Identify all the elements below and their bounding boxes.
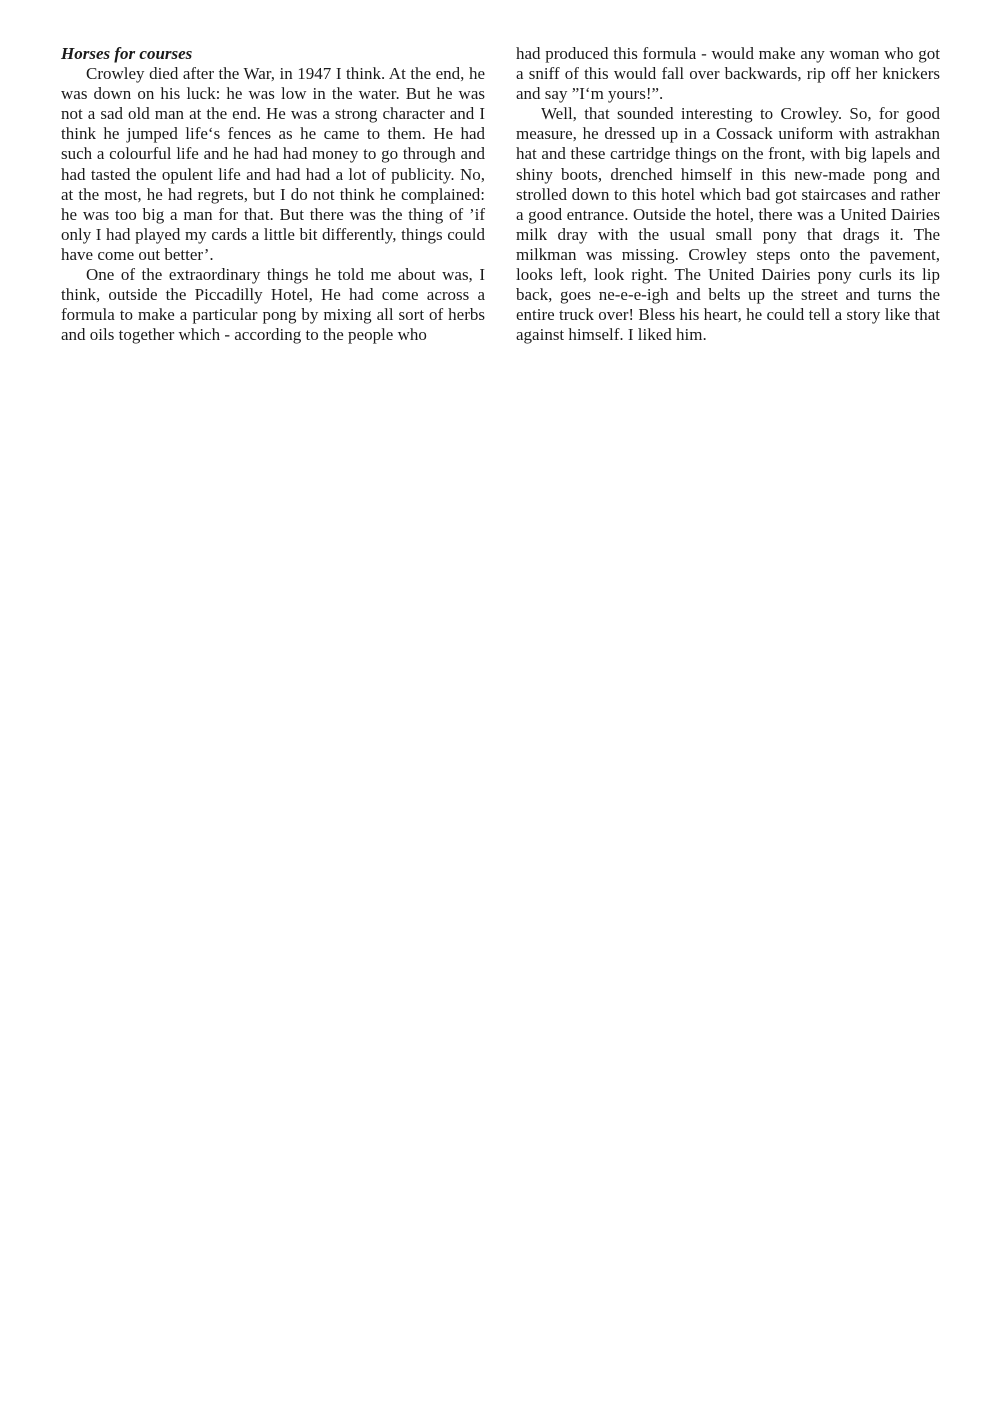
paragraph-continued: had produced this formula - would make any woman who got a sniff of this would fall over backwards, rip off her knickers and say ”I‘m yours!”. xyxy=(516,44,940,104)
column-left xyxy=(61,44,485,345)
section-heading: Horses for courses xyxy=(61,44,193,63)
paragraph: Well, that sounded interesting to Crowley. So, for good measure, he dressed up in a Cossack uniform with astrakhan hat and these cartridge things on the front, with big lapels and shiny boots, drenched himself in this new-made pong and strolled down to this hotel which bad got staircases and rather a good entrance. Outside the hotel, there was a United Dairies milk dray with the usual small pony that drags it. The milkman was missing. Crowley steps onto the pavement, looks left, look right. The United Dairies pony curls its lip back, goes ne-e-e-igh and belts up the street and turns the entire truck over! Bless his heart, he could tell a story like that against himself. I liked him. xyxy=(516,104,940,345)
column-right xyxy=(516,44,940,345)
paragraph: One of the extraordinary things he told me about was, I think, outside the Piccadilly Hotel, He had come across a formula to make a particular pong by mixing all sort of herbs and oils together which - according to the people who xyxy=(61,265,485,345)
page-body xyxy=(61,44,940,345)
paragraph: Crowley died after the War, in 1947 I think. At the end, he was down on his luck: he was low in the water. But he was not a sad old man at the end. He was a strong character and I think he jumped life‘s fences as he came to them. He had such a colourful life and he had had money to go through and had tasted the opulent life and had had a lot of publicity. No, at the most, he had regrets, but I do not think he complained: he was too big a man for that. But there was the thing of ’if only I had played my cards a little bit differently, things could have come out better’. xyxy=(61,64,485,264)
